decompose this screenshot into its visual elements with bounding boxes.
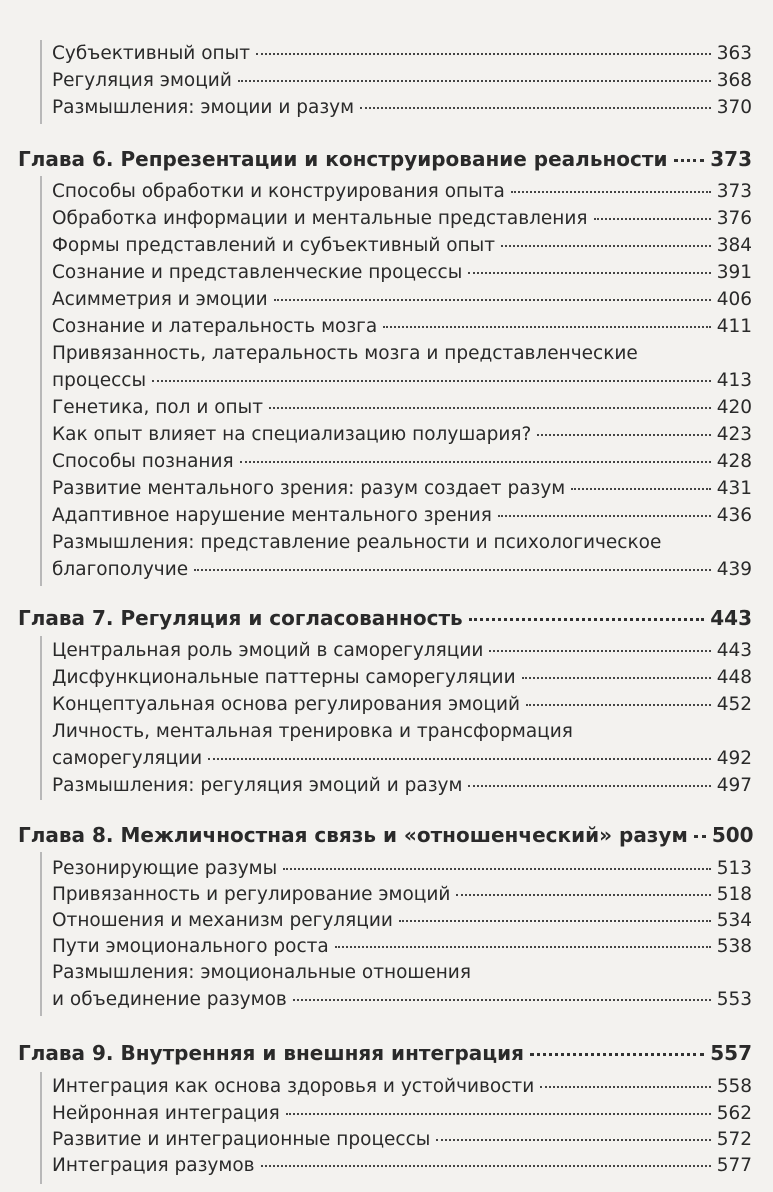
toc-entry-title: саморегуляции xyxy=(52,748,203,769)
toc-entry-page: 373 xyxy=(716,181,752,202)
dot-leader xyxy=(468,272,710,274)
dot-leader xyxy=(674,159,705,162)
toc-entry-page: 370 xyxy=(716,97,752,118)
toc-entry-title: Как опыт влияет на специализацию полушария? xyxy=(52,424,532,445)
toc-entry-title: Интеграция как основа здоровья и устойчивости xyxy=(52,1076,535,1097)
dot-leader xyxy=(540,1086,710,1088)
toc-entry[interactable] xyxy=(52,261,752,285)
toc-entry-page: 572 xyxy=(716,1129,752,1150)
toc-entry-page: 406 xyxy=(716,289,752,310)
chapter-title: Глава 8. Межличностная связь и «отношенческий» разум xyxy=(18,823,688,847)
toc-entry-title-line1: Привязанность, латеральность мозга и представленческие xyxy=(52,343,638,364)
toc-entry-title-line1: Личность, ментальная тренировка и трансформация xyxy=(52,721,573,742)
section-rule-ch8 xyxy=(40,852,42,1016)
dot-leader xyxy=(436,1139,710,1141)
toc-entry[interactable] xyxy=(52,747,752,771)
dot-leader xyxy=(286,1113,711,1115)
toc-entry[interactable] xyxy=(52,288,752,312)
toc-entry-title: Сознание и представленческие процессы xyxy=(52,262,463,283)
dot-leader xyxy=(335,946,711,948)
toc-entry[interactable] xyxy=(52,423,752,447)
section-rule-ch6 xyxy=(40,176,42,586)
toc-entry-title-line1: Размышления: эмоциональные отношения xyxy=(52,962,471,983)
dot-leader xyxy=(240,461,711,463)
toc-entry-page: 420 xyxy=(716,397,752,418)
chapter-page: 443 xyxy=(710,606,752,630)
dot-leader xyxy=(293,999,711,1001)
section-rule-ch5 xyxy=(40,40,42,124)
dot-leader xyxy=(274,299,711,301)
toc-entry[interactable] xyxy=(52,988,752,1012)
dot-leader xyxy=(498,515,711,517)
toc-chapter-7[interactable] xyxy=(18,605,752,631)
toc-entry-page: 497 xyxy=(716,775,752,796)
dot-leader xyxy=(511,191,711,193)
chapter-title: Глава 6. Репрезентации и конструирование реальности xyxy=(18,147,668,171)
toc-entry-title-line1: Размышления: представление реальности и психологическое xyxy=(52,532,662,553)
toc-entry[interactable] xyxy=(52,207,752,231)
toc-entry-page: 558 xyxy=(716,1076,752,1097)
dot-leader xyxy=(238,80,711,82)
chapter-page: 500 xyxy=(711,823,754,847)
toc-entry-title: Развитие ментального зрения: разум создает разум xyxy=(52,478,566,499)
dot-leader xyxy=(530,1053,704,1056)
dot-leader xyxy=(501,245,711,247)
chapter-title: Глава 9. Внутренняя и внешняя интеграция xyxy=(18,1041,524,1065)
dot-leader xyxy=(261,1165,711,1167)
toc-entry[interactable] xyxy=(52,234,752,258)
dot-leader xyxy=(383,326,710,328)
dot-leader xyxy=(594,218,711,220)
toc-entry[interactable] xyxy=(52,639,752,663)
toc-entry-title: Привязанность и регулирование эмоций xyxy=(52,884,451,905)
toc-entry-title: Субъективный опыт xyxy=(52,43,251,64)
toc-entry[interactable] xyxy=(52,774,752,798)
toc-entry-page: 513 xyxy=(716,858,752,879)
toc-entry-title: Адаптивное нарушение ментального зрения xyxy=(52,505,492,526)
toc-entry[interactable] xyxy=(52,935,752,959)
toc-entry-page: 492 xyxy=(716,748,752,769)
toc-entry-page: 413 xyxy=(716,370,752,391)
toc-entry[interactable] xyxy=(52,96,752,120)
toc-entry-page: 423 xyxy=(716,424,752,445)
dot-leader xyxy=(571,488,710,490)
dot-leader xyxy=(468,785,710,787)
chapter-page: 373 xyxy=(710,147,752,171)
toc-entry[interactable] xyxy=(52,315,752,339)
dot-leader xyxy=(360,107,711,109)
toc-entry-page: 384 xyxy=(716,235,752,256)
dot-leader xyxy=(269,407,711,409)
toc-entry[interactable] xyxy=(52,69,752,93)
toc-entry-title: Формы представлений и субъективный опыт xyxy=(52,235,496,256)
toc-entry-page: 439 xyxy=(716,559,752,580)
toc-entry-page: 391 xyxy=(716,262,752,283)
toc-entry-title: Сознание и латеральность мозга xyxy=(52,316,378,337)
toc-entry-title: процессы xyxy=(52,370,147,391)
toc-entry[interactable] xyxy=(52,558,752,582)
toc-entry-title: Регуляция эмоций xyxy=(52,70,232,91)
toc-entry-page: 553 xyxy=(716,989,752,1010)
dot-leader xyxy=(399,920,711,922)
toc-entry[interactable] xyxy=(52,42,752,66)
toc-entry-title: Дисфункциональные паттерны саморегуляции xyxy=(52,667,516,688)
toc-entry-title: Способы обработки и конструирования опыта xyxy=(52,181,505,202)
toc-entry-page: 562 xyxy=(716,1103,752,1124)
toc-entry-title: Обработка информации и ментальные представления xyxy=(52,208,588,229)
toc-entry-page: 363 xyxy=(716,43,752,64)
toc-entry-page: 443 xyxy=(716,640,752,661)
dot-leader xyxy=(537,434,710,436)
toc-entry-title: Резонирующие разумы xyxy=(52,858,278,879)
toc-entry-page: 518 xyxy=(716,884,752,905)
toc-entry[interactable] xyxy=(52,180,752,204)
toc-entry-title: Асимметрия и эмоции xyxy=(52,289,268,310)
toc-entry[interactable] xyxy=(52,369,752,393)
toc-entry-title: Способы познания xyxy=(52,451,234,472)
dot-leader xyxy=(152,380,711,382)
toc-entry[interactable] xyxy=(52,883,752,907)
dot-leader xyxy=(456,894,710,896)
toc-entry-page: 538 xyxy=(716,936,752,957)
dot-leader xyxy=(256,53,711,55)
toc-entry[interactable] xyxy=(52,666,752,690)
toc-entry-page: 376 xyxy=(716,208,752,229)
toc-entry-title: Размышления: регуляция эмоций и разум xyxy=(52,775,463,796)
dot-leader xyxy=(194,569,711,571)
toc-entry-page: 534 xyxy=(716,910,752,931)
toc-entry[interactable] xyxy=(52,693,752,717)
toc-entry-page: 436 xyxy=(716,505,752,526)
toc-entry[interactable] xyxy=(52,909,752,933)
toc-entry-page: 428 xyxy=(716,451,752,472)
toc-entry-title: Генетика, пол и опыт xyxy=(52,397,264,418)
section-rule-ch7 xyxy=(40,636,42,800)
toc-entry-title: Развитие и интеграционные процессы xyxy=(52,1129,431,1150)
toc-chapter-6[interactable] xyxy=(18,146,752,172)
toc-entry-page: 452 xyxy=(716,694,752,715)
toc-entry-title: Концептуальная основа регулирования эмоций xyxy=(52,694,521,715)
chapter-title: Глава 7. Регуляция и согласованность xyxy=(18,606,463,630)
toc-entry-title: Пути эмоционального роста xyxy=(52,936,329,957)
toc-entry[interactable] xyxy=(52,477,752,501)
toc-entry-title: Отношения и механизм регуляции xyxy=(52,910,393,931)
toc-entry-title: Центральная роль эмоций в саморегуляции xyxy=(52,640,484,661)
toc-chapter-8[interactable] xyxy=(18,822,752,848)
dot-leader xyxy=(469,618,705,621)
toc-entry-page: 368 xyxy=(716,70,752,91)
toc-chapter-9[interactable] xyxy=(18,1040,752,1066)
toc-entry-page: 411 xyxy=(716,316,752,337)
toc-entry[interactable] xyxy=(52,1102,752,1126)
toc-entry[interactable] xyxy=(52,396,752,420)
toc-entry-title: благополучие xyxy=(52,559,189,580)
toc-entry-title: Интеграция разумов xyxy=(52,1155,255,1176)
toc-entry[interactable] xyxy=(52,1154,752,1178)
chapter-page: 557 xyxy=(710,1041,752,1065)
dot-leader xyxy=(526,704,711,706)
toc-entry[interactable] xyxy=(52,1128,752,1152)
toc-entry[interactable] xyxy=(52,504,752,528)
dot-leader xyxy=(489,650,710,652)
dot-leader xyxy=(283,868,710,870)
toc-entry-page: 431 xyxy=(716,478,752,499)
toc-entry[interactable] xyxy=(52,1075,752,1099)
toc-entry[interactable] xyxy=(52,857,752,881)
toc-entry-title: и объединение разумов xyxy=(52,989,287,1010)
toc-entry-title: Нейронная интеграция xyxy=(52,1103,280,1124)
section-rule-ch9 xyxy=(40,1072,42,1184)
toc-entry-title: Размышления: эмоции и разум xyxy=(52,97,355,118)
dot-leader xyxy=(208,758,711,760)
toc-entry[interactable] xyxy=(52,450,752,474)
toc-entry-page: 448 xyxy=(716,667,752,688)
dot-leader xyxy=(522,677,711,679)
toc-entry-page: 577 xyxy=(716,1155,752,1176)
dot-leader xyxy=(694,835,706,838)
